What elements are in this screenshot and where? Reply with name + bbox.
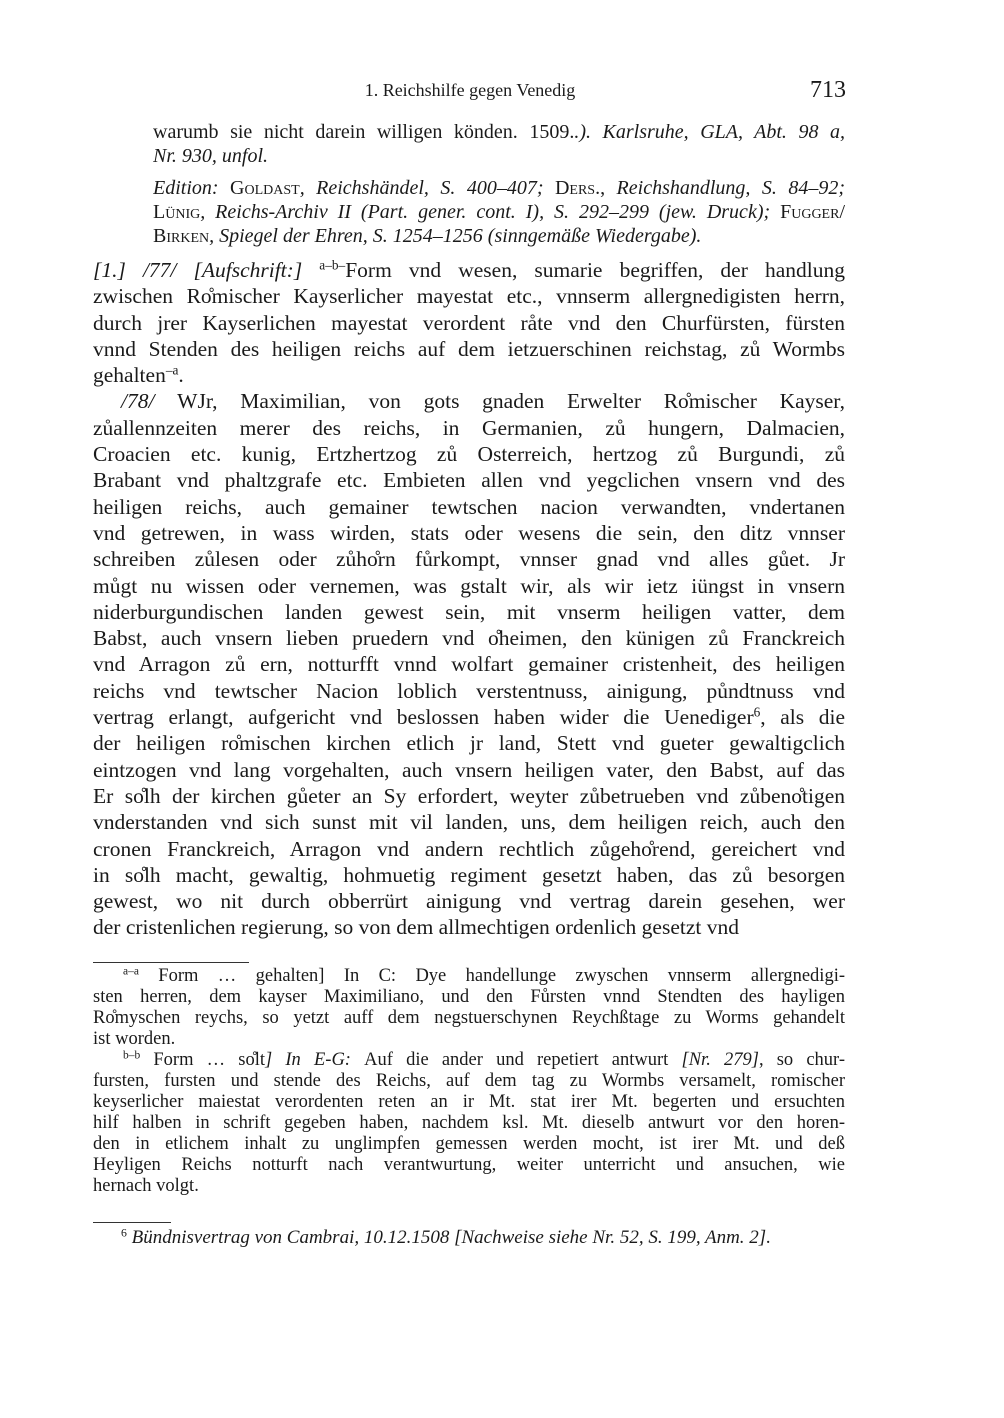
text-segment: zůallennzeiten merer des reichs, in Germanien, zů hungern, Dalmacien, [93,415,845,440]
text-line [93,441,845,467]
text-segment: vnd getrewen, in wass wirden, stats oder wesens die sein, den ditz vnnser [93,520,845,545]
text-segment: heiligen reichs, auch gemainer tewtschen nacion verwandten, vndertanen [93,494,845,519]
text-segment: , so chur- [758,1050,845,1070]
note-marker: 6 [121,1227,127,1240]
text-line [93,1134,845,1155]
text-segment: můgt nu wissen oder vernemen, was gstalt wir, als wir ietz iüngst in vnsern [93,573,845,598]
text-segment: vnderstanden vnd sich sunst mit vil landen, uns, dem heiligen reich, auch den [93,810,845,835]
text-segment: Heyligen Reichs notturft nach verantwurtung, weiter unterricht und ansuchen, wie [93,1155,845,1175]
text-line [93,336,845,362]
note-marker: b–b [123,1050,141,1062]
source-note [153,120,845,248]
text-segment: schreiben zůlesen oder zůho̊rn fůrkompt, vnnser gnad vnd alles gůet. Jr [93,547,845,572]
text-segment: /78/ [121,389,178,414]
text-line [93,730,845,756]
text-line [93,914,845,940]
text-segment: Birken [153,225,210,247]
footnote-rule [93,962,249,963]
text-segment: Er so̊lh der kirchen gůeter an Sy erfordert, weyter zůbetrueben vnd zůbeno̊tigen [93,783,845,808]
text-line [93,888,845,914]
text-line [93,257,845,283]
text-segment: , Reichshändel, S. 400–407; [299,177,555,199]
text-segment: der cristenlichen regierung, so von dem allmechtigen ordenlich gesetzt vnd [93,915,739,940]
note-marker: 6 [753,704,761,720]
text-segment: der heiligen ro̊mischen kirchen etlich jr land, Stett vnd gueter gewaltigclich [93,731,845,756]
text-line [93,1176,845,1197]
text-segment: . [178,363,184,388]
text-line [93,651,845,677]
text-segment: fursten, fursten und stende des Reichs, auf dem tag zu Wormbs versamelt, romischer [93,1071,845,1091]
text-line [93,520,845,546]
text-line [93,388,845,414]
text-segment: WJr, Maximilian, von gots gnaden Erwelter Ro̊mischer Kayser, [177,389,845,414]
text-line [93,862,845,888]
text-segment: vnd Arragon zů ern, notturfft vnnd wolfart gemainer cristenheit, des heiligen [93,652,845,677]
text-line [93,757,845,783]
text-segment: niderburgundischen landen gewest sein, mit vnserm heiligen vatter, dem [93,599,845,624]
text-line [93,362,845,388]
text-line [93,467,845,493]
text-segment: zwischen Ro̊mischer Kayserlicher mayestat etc., vnnserm allergnedigisten herrn, [93,284,845,309]
text-segment: [Nr. 279] [681,1050,759,1070]
text-segment: hilf halben in schrift gegeben haben, nachdem ksl. Mt. dieselb antwurt vor den horen- [93,1113,845,1133]
running-title: 1. Reichshilfe gegen Venedig [364,80,576,100]
text-line [93,546,845,572]
text-line [93,678,845,704]
text-line [93,494,845,520]
page-number: 713 [810,77,846,103]
text-line [153,176,845,200]
main-text [93,257,845,941]
text-segment: .). Karlsruhe, GLA, Abt. 98 a, [574,121,845,143]
text-line [93,599,845,625]
text-segment: Goldast [230,177,300,199]
text-segment: [1.] /77/ [Aufschrift:] [93,258,320,282]
text-line [93,415,845,441]
text-segment: Form … gehalten] In C: Dye handellunge zwyschen vnnserm allergnedigi- [138,966,845,986]
text-segment: sten herren, dem kayser Maximiliano, und den Fůrsten vnnd Stendten des hayligen [93,987,845,1007]
text-segment: Nr. 930, unfol. [153,145,269,167]
text-line [93,573,845,599]
text-segment: cronen Franckreich, Arragon vnd andern rechtlich zůgeho̊rend, gereichert vnd [93,836,845,861]
text-line [93,1092,845,1113]
text-line [93,836,845,862]
text-segment: warumb sie nicht darein willigen könden. 1509. [153,121,575,143]
text-segment: vnnd Stenden des heiligen reichs auf dem ietzuerschinen reichstag, zů Wormbs [93,336,845,361]
text-line [93,1227,845,1249]
text-line [153,200,845,224]
text-line [153,224,845,248]
text-segment: den in etlichem inhalt zu unglimpfen gemessen werden mocht, ist irer Mt. und deß [93,1134,845,1154]
text-segment: gehalten [93,363,166,388]
text-segment: keyserlicher maiestat verordenten reten an ir Mt. stat irer Mt. begerten und ersuchten [93,1092,845,1112]
text-segment: durch jrer Kayserlichen mayestat verordent råte vnd den Churfürsten, fürsten [93,310,845,335]
text-segment: Babst, auch vnsern lieben pruedern vnd o̊heimen, den künigen zů Franckreich [93,626,845,651]
text-segment: Auf die ander und repetiert antwurt [364,1050,682,1070]
text-line [93,1155,845,1176]
text-segment: ., [595,177,606,199]
text-line [93,704,845,730]
text-segment: Form … so̊lt [140,1050,266,1070]
text-line [153,144,845,168]
text-segment: vertrag erlangt, aufgericht vnd beslossen haben wider die Uenediger [93,705,754,730]
text-segment: Brabant vnd phaltzgrafe etc. Embieten allen vnd yegclichen vnsern vnd des [93,468,845,493]
text-segment: Fugger/ [780,201,845,223]
note-marker: a–a [123,966,139,978]
text-segment: Lünig [153,201,201,223]
text-segment: Croacien etc. kunig, Ertzhertzog zů Osterreich, hertzog zů Burgundi, zů [93,442,845,467]
text-line [93,1008,845,1029]
text-segment: Reichshandlung, S. 84–92; [605,177,845,199]
critical-apparatus [93,966,845,1197]
text-segment: gewest, wo nit durch obberrürt ainigung vnd vertrag darein gesehen, wer [93,889,845,914]
text-segment: Form vnd wesen, sumarie begriffen, der handlung [345,258,845,282]
text-segment: hernach volgt. [93,1176,199,1196]
text-line [153,120,845,144]
text-segment: in so̊lh macht, gewaltig, hohmuetig regiment gesetzt haben, das zů besorgen [93,862,845,887]
text-line [93,1029,845,1050]
text-segment: Edition: [153,177,231,199]
text-line [93,310,845,336]
footnote-6 [93,1227,845,1249]
text-line [93,1050,845,1071]
text-line [93,987,845,1008]
text-segment: Ders [554,177,596,199]
text-segment: , Spiegel der Ehren, S. 1254–1256 (sinngemäße Wiedergabe). [209,225,702,247]
footnote-rule [93,1222,171,1223]
text-segment: Bündnisvertrag von Cambrai, 10.12.1508 [Nachweise siehe Nr. 52, S. 199, Anm. 2]. [126,1227,771,1248]
text-line [93,1071,845,1092]
text-segment: eintzogen vnd lang vorgehalten, auch vnsern heiligen vater, den Babst, auf das [93,757,845,782]
text-line [93,809,845,835]
text-segment: , Reichs-Archiv II (Part. gener. cont. I), S. 292–299 (jew. Druck); [200,201,781,223]
note-marker: –a [165,362,179,378]
text-segment: ist worden. [93,1029,176,1049]
text-segment: , als die [760,705,845,730]
text-segment: reichs vnd tewtscher Nacion loblich verstentnuss, ainigung, půndtnuss vnd [93,678,845,703]
text-segment: Ro̊myschen reychs, so yetzt auff dem negstuerschynen Reychßtage zu Worms gehandelt [93,1008,845,1028]
text-line [93,625,845,651]
text-segment: ] In E-G: [265,1050,365,1070]
note-marker: a–b– [319,257,346,273]
text-line [93,783,845,809]
text-line [93,966,845,987]
text-line [93,283,845,309]
text-line [93,1113,845,1134]
